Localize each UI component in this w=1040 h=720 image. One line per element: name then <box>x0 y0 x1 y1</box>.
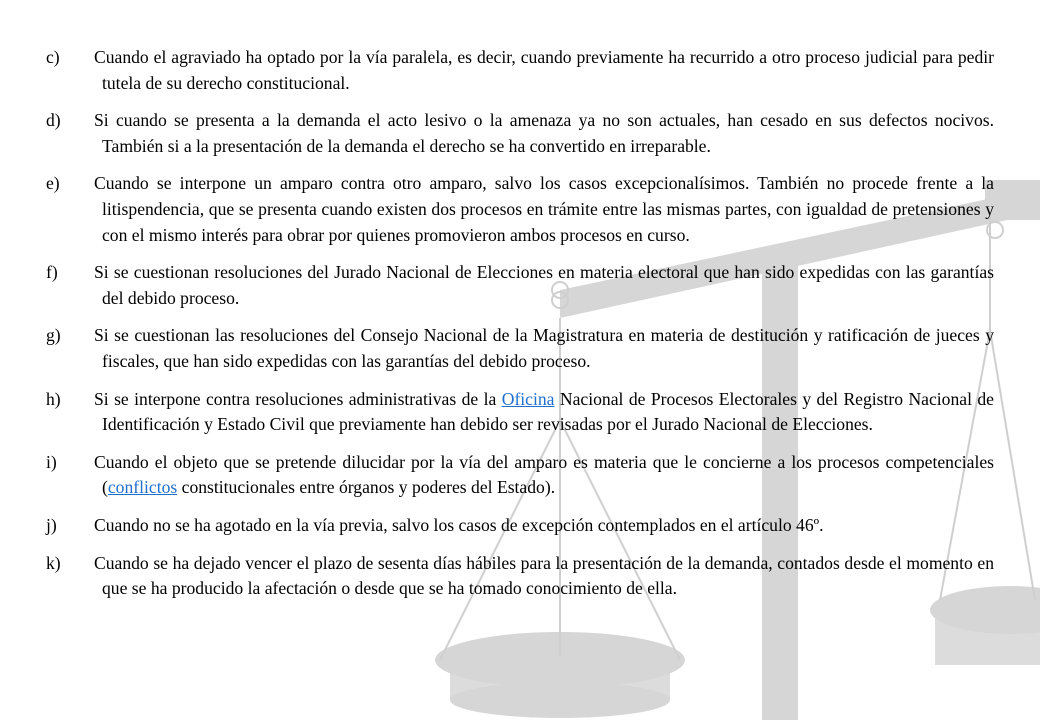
item-text: Cuando no se ha agotado en la vía previa, salvo los casos de excepción contemplados en el artículo 46º. <box>94 514 824 535</box>
list-item <box>44 260 994 311</box>
list-item <box>44 323 994 374</box>
list-item <box>44 108 994 159</box>
item-text-after: constitucionales entre órganos y poderes del Estado). <box>177 477 556 498</box>
item-letter: j) <box>46 514 57 535</box>
item-letter: c) <box>46 47 60 67</box>
item-letter: f) <box>46 262 58 283</box>
list-item <box>44 551 994 602</box>
document-body <box>44 45 994 614</box>
list-item <box>44 387 994 438</box>
item-text: Si se cuestionan resoluciones del Jurado Nacional de Elecciones en materia electoral que han sido expedidas con las garantías del debido proceso. <box>94 262 994 308</box>
item-text: Si cuando se presenta a la demanda el acto lesivo o la amenaza ya no son actuales, han cesado en sus defectos nocivos. También si a la presentación de la demanda el derecho se ha convertido en irreparable. <box>94 110 994 156</box>
item-text-after: Nacional de Procesos Electorales y del Registro Nacional de Identificación y Estado Civil que previamente han debido ser revisadas por el Jurado Nacional de Elecciones. <box>102 388 994 435</box>
item-letter: h) <box>46 388 61 409</box>
item-letter: e) <box>46 173 60 194</box>
conflictos-link[interactable]: conflictos <box>107 477 178 498</box>
item-text-before: Si se interpone contra resoluciones administrativas de la <box>94 388 502 409</box>
item-text: Si se cuestionan las resoluciones del Consejo Nacional de la Magistratura en materia de destitución y ratificación de jueces y fiscales, que han sido expedidas con las garantías del debido proceso. <box>94 325 994 371</box>
oficina-link[interactable]: Oficina <box>501 388 555 409</box>
item-text <box>94 450 994 501</box>
item-text: Cuando se ha dejado vencer el plazo de sesenta días hábiles para la presentación de la demanda, contados desde el momento en que se ha producido la afectación o desde que se ha tomado conocimiento de ella. <box>94 552 994 599</box>
item-text: Cuando el agraviado ha optado por la vía paralela, es decir, cuando previamente ha recurrido a otro proceso judicial para pedir tutela de su derecho constitucional. <box>94 47 994 93</box>
list-item <box>44 513 994 539</box>
item-text <box>94 387 994 438</box>
item-text: Cuando se interpone un amparo contra otro amparo, salvo los casos excepcionalísimos. También no procede frente a la litispendencia, que se presenta cuando existen dos procesos en trámite entre las mismas partes, con igualdad de pretensiones y con el mismo interés para obrar por quienes promovieron ambos procesos en curso. <box>94 173 994 245</box>
list-item <box>44 450 994 501</box>
item-text-before: Cuando el objeto que se pretende dilucidar por la vía del amparo es materia que le concierne a los procesos competenciales ( <box>94 451 994 498</box>
item-letter: k) <box>46 552 61 573</box>
item-letter: g) <box>46 325 61 346</box>
item-letter: i) <box>46 451 57 472</box>
list-item <box>44 45 994 96</box>
item-letter: d) <box>46 110 61 131</box>
list-item <box>44 171 994 248</box>
